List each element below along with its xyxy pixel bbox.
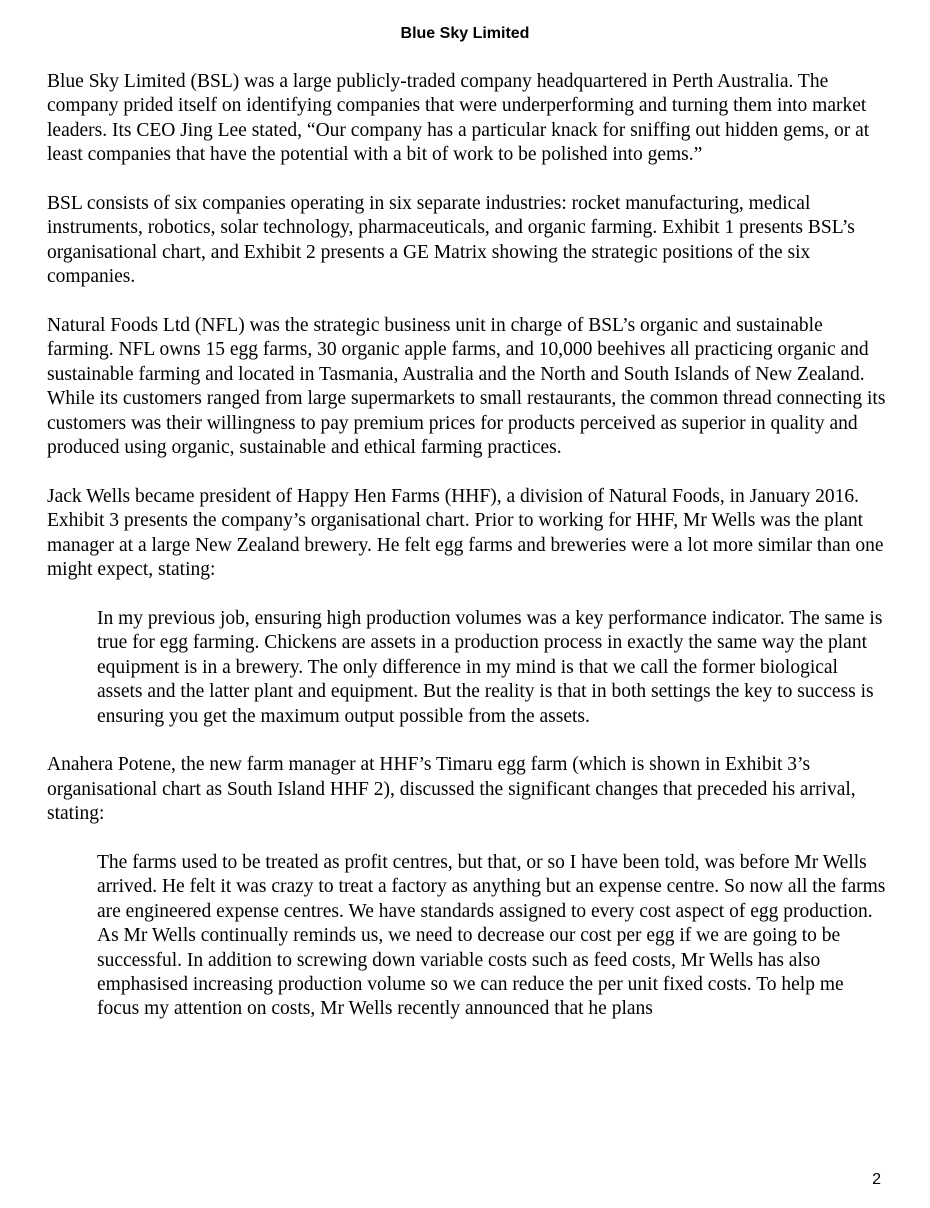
- quote-jack-wells: In my previous job, ensuring high production volumes was a key performance indicator. The same is true for egg farming. Chickens are assets in a production process in exactly the same way the plant equipment is in a brewery. The only difference in my mind is that we call the former biological assets and the latter plant and equipment. But the reality is that in both settings the key to success is ensuring you get the maximum output possible from the assets.: [97, 607, 883, 727]
- quote-anahera-potene: The farms used to be treated as profit centres, but that, or so I have been told, was before Mr Wells arrived. He felt it was crazy to treat a factory as anything but an expense centre. So now all the farms are engineered expense centres. We have standards assigned to every cost aspect of egg production. As Mr Wells continually reminds us, we need to decrease our cost per egg if we are going to be successful. In addition to screwing down variable costs such as feed costs, Mr Wells has also emphasised increasing production volume so we can reduce the per unit fixed costs. To help me focus my attention on costs, Mr Wells recently announced that he plans: [97, 851, 886, 1020]
- paragraph-natural-foods: Natural Foods Ltd (NFL) was the strategic business unit in charge of BSL’s organic and sustainable farming. NFL owns 15 egg farms, 30 organic apple farms, and 10,000 beehives all practicing organic and sustainable farming and located in Tasmania, Australia and the North and South Islands of New Zealand. While its customers ranged from large supermarkets to small restaurants, the common thread connecting its customers was their willingness to pay premium prices for products perceived as superior in quality and produced using organic, sustainable and ethical farming practices.: [47, 315, 886, 459]
- paragraph-bsl-intro: Blue Sky Limited (BSL) was a large publicly-traded company headquartered in Perth Australia. The company prided itself on identifying companies that were underperforming and turning them into market leaders. Its CEO Jing Lee stated, “Our company has a particular knack for sniffing out hidden gems, or at least companies that have the potential with a bit of work to be polished into gems.”: [47, 71, 870, 166]
- page-number: 2: [872, 1171, 881, 1188]
- paragraph-bsl-companies: BSL consists of six companies operating in six separate industries: rocket manufacturing, medical instruments, robotics, solar technology, pharmaceuticals, and organic farming. Exhibit 1 presents BSL’s organisational chart, and Exhibit 2 presents a GE Matrix showing the strategic positions of the six companies.: [47, 193, 855, 288]
- paragraph-anahera-potene: Anahera Potene, the new farm manager at HHF’s Timaru egg farm (which is shown in Exhibit 3’s organisational chart as South Island HHF 2), discussed the significant changes that preceded his arrival, stating:: [47, 754, 856, 825]
- document-body: [47, 70, 887, 1046]
- paragraph-jack-wells: Jack Wells became president of Happy Hen Farms (HHF), a division of Natural Foods, in January 2016. Exhibit 3 presents the company’s organisational chart. Prior to working for HHF, Mr Wells was the plant manager at a large New Zealand brewery. He felt egg farms and breweries were a lot more similar than one might expect, stating:: [47, 485, 884, 581]
- document-title: Blue Sky Limited: [400, 25, 530, 42]
